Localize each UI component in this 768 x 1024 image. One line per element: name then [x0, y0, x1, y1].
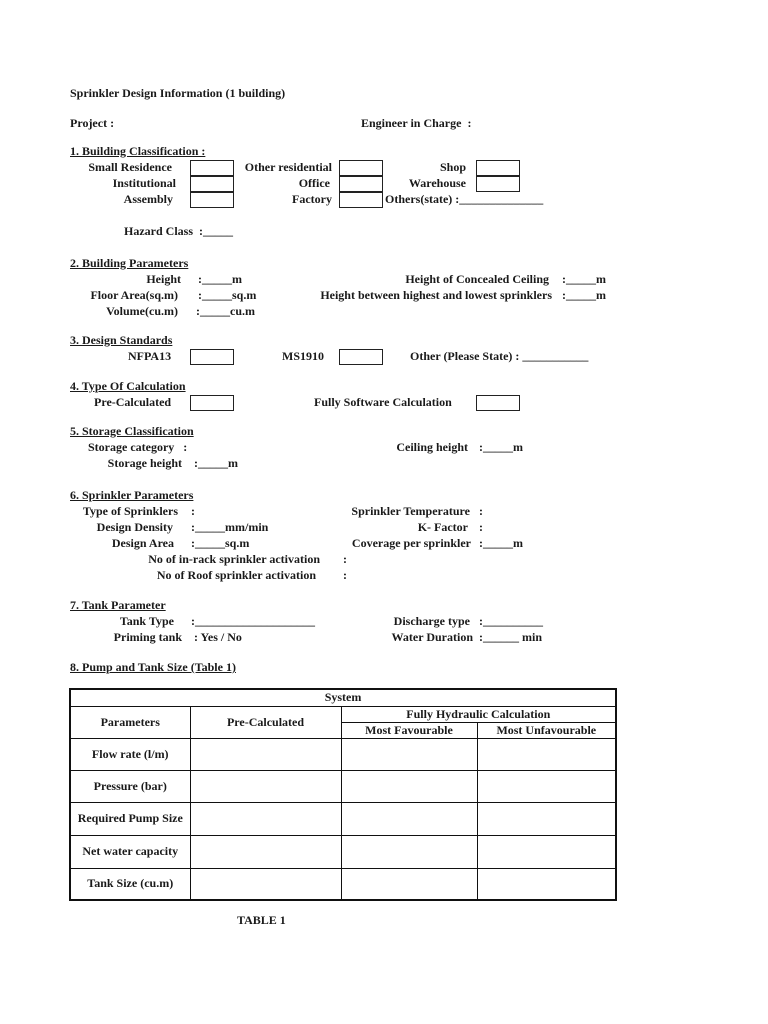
- storage-classification-heading: 5. Storage Classification: [70, 424, 194, 438]
- shop-label: Shop: [439, 160, 466, 174]
- tank-parameter-heading: 7. Tank Parameter: [70, 598, 166, 612]
- table-cell[interactable]: [190, 835, 341, 868]
- roof-activation-field[interactable]: :: [343, 568, 347, 582]
- sprinkler-parameters-heading: 6. Sprinkler Parameters: [70, 488, 194, 502]
- design-area-label: Design Area: [111, 536, 174, 550]
- inrack-activation-label: No of in-rack sprinkler activation: [148, 552, 320, 566]
- table-cell[interactable]: [477, 802, 616, 835]
- volume-label: Volume(cu.m): [106, 304, 178, 318]
- table-row: [70, 868, 616, 900]
- storage-height-label: Storage height: [107, 456, 182, 470]
- type-of-calculation-heading: 4. Type Of Calculation: [70, 379, 186, 393]
- floor-area-field[interactable]: :_____sq.m: [198, 288, 257, 302]
- ms1910-checkbox[interactable]: [339, 349, 383, 365]
- tank-type-label: Tank Type: [119, 614, 174, 628]
- pump-tank-size-table: [69, 688, 617, 901]
- k-factor-field[interactable]: :: [479, 520, 483, 534]
- table-row: [70, 835, 616, 868]
- fully-hydraulic-header: Fully Hydraulic Calculation: [341, 706, 616, 722]
- pre-calculated-checkbox[interactable]: [190, 395, 234, 411]
- warehouse-label: Warehouse: [408, 176, 466, 190]
- system-header: System: [70, 689, 616, 706]
- priming-tank-label: Priming tank: [113, 630, 182, 644]
- office-checkbox[interactable]: [339, 176, 383, 192]
- row-label: Tank Size (cu.m): [70, 868, 190, 900]
- hazard-class-field[interactable]: Hazard Class :_____: [124, 224, 233, 238]
- other-residential-label: Other residential: [244, 160, 332, 174]
- ms1910-label: MS1910: [282, 349, 324, 363]
- table-cell[interactable]: [190, 868, 341, 900]
- sprinkler-temperature-label: Sprinkler Temperature: [351, 504, 470, 518]
- table-cell[interactable]: [477, 868, 616, 900]
- sprinkler-type-field[interactable]: :: [191, 504, 195, 518]
- concealed-ceiling-field[interactable]: :_____m: [562, 272, 606, 286]
- other-standard-field[interactable]: Other (Please State) : ___________: [410, 349, 589, 363]
- sprinkler-height-difference-field[interactable]: :_____m: [562, 288, 606, 302]
- table-cell[interactable]: [190, 802, 341, 835]
- engineer-label: Engineer in Charge :: [361, 116, 472, 130]
- nfpa13-label: NFPA13: [128, 349, 172, 363]
- row-label: Flow rate (l/m): [70, 738, 190, 770]
- coverage-label: Coverage per sprinkler: [351, 536, 471, 550]
- floor-area-label: Floor Area(sq.m): [90, 288, 178, 302]
- concealed-ceiling-label: Height of Concealed Ceiling: [405, 272, 549, 286]
- inrack-activation-field[interactable]: :: [343, 552, 347, 566]
- water-duration-field[interactable]: :______ min: [479, 630, 542, 644]
- table-cell[interactable]: [341, 738, 477, 770]
- table-cell[interactable]: [341, 802, 477, 835]
- pre-calculated-label: Pre-Calculated: [94, 395, 172, 409]
- most-unfavourable-header: Most Unfavourable: [477, 722, 616, 738]
- sprinkler-temperature-field[interactable]: :: [479, 504, 483, 518]
- table-cell[interactable]: [190, 770, 341, 802]
- discharge-type-label: Discharge type: [393, 614, 470, 628]
- height-label: Height: [146, 272, 181, 286]
- nfpa13-checkbox[interactable]: [190, 349, 234, 365]
- k-factor-label: K- Factor: [417, 520, 468, 534]
- row-label: Net water capacity: [70, 835, 190, 868]
- document-title: Sprinkler Design Information (1 building): [70, 86, 286, 100]
- discharge-type-field[interactable]: :__________: [479, 614, 543, 628]
- sprinkler-type-label: Type of Sprinklers: [82, 504, 178, 518]
- design-standards-heading: 3. Design Standards: [70, 333, 173, 347]
- shop-checkbox[interactable]: [476, 160, 520, 176]
- volume-field[interactable]: :_____cu.m: [196, 304, 255, 318]
- coverage-field[interactable]: :_____m: [479, 536, 523, 550]
- other-residential-checkbox[interactable]: [339, 160, 383, 176]
- sprinkler-height-difference-label: Height between highest and lowest sprinklers: [320, 288, 552, 302]
- fully-software-calculation-label: Fully Software Calculation: [314, 395, 452, 409]
- storage-category-field[interactable]: Storage category :: [88, 440, 188, 454]
- office-label: Office: [298, 176, 330, 190]
- most-favourable-header: Most Favourable: [341, 722, 477, 738]
- design-density-label: Design Density: [96, 520, 173, 534]
- design-area-field[interactable]: :_____sq.m: [191, 536, 250, 550]
- storage-height-field[interactable]: :_____m: [194, 456, 238, 470]
- assembly-label: Assembly: [123, 192, 173, 206]
- table-row: [70, 738, 616, 770]
- building-parameters-heading: 2. Building Parameters: [70, 256, 189, 270]
- warehouse-checkbox[interactable]: [476, 176, 520, 192]
- table-caption: TABLE 1: [237, 913, 286, 927]
- ceiling-height-field[interactable]: :_____m: [479, 440, 523, 454]
- table-row: [70, 770, 616, 802]
- institutional-label: Institutional: [112, 176, 176, 190]
- factory-label: Factory: [292, 192, 332, 206]
- fully-software-calculation-checkbox[interactable]: [476, 395, 520, 411]
- factory-checkbox[interactable]: [339, 192, 383, 208]
- table-cell[interactable]: [477, 835, 616, 868]
- others-state-field[interactable]: Others(state) :______________: [385, 192, 544, 206]
- table-cell[interactable]: [477, 738, 616, 770]
- table-cell[interactable]: [190, 738, 341, 770]
- parameters-header: Parameters: [70, 706, 190, 738]
- water-duration-label: Water Duration: [391, 630, 473, 644]
- table-row: [70, 802, 616, 835]
- pre-calculated-header: Pre-Calculated: [190, 706, 341, 738]
- table-cell[interactable]: [341, 770, 477, 802]
- priming-tank-field[interactable]: : Yes / No: [194, 630, 242, 644]
- height-field[interactable]: :_____m: [198, 272, 242, 286]
- ceiling-height-label: Ceiling height: [396, 440, 468, 454]
- roof-activation-label: No of Roof sprinkler activation: [156, 568, 316, 582]
- building-classification-heading: 1. Building Classification :: [70, 144, 206, 158]
- project-label: Project :: [70, 116, 115, 130]
- pump-tank-size-heading: 8. Pump and Tank Size (Table 1): [70, 660, 236, 674]
- tank-type-field[interactable]: :____________________: [191, 614, 315, 628]
- small-residence-label: Small Residence: [88, 160, 172, 174]
- table-cell[interactable]: [341, 835, 477, 868]
- row-label: Pressure (bar): [70, 770, 190, 802]
- design-density-field[interactable]: :_____mm/min: [191, 520, 269, 534]
- table-cell[interactable]: [341, 868, 477, 900]
- row-label: Required Pump Size: [70, 802, 190, 835]
- table-cell[interactable]: [477, 770, 616, 802]
